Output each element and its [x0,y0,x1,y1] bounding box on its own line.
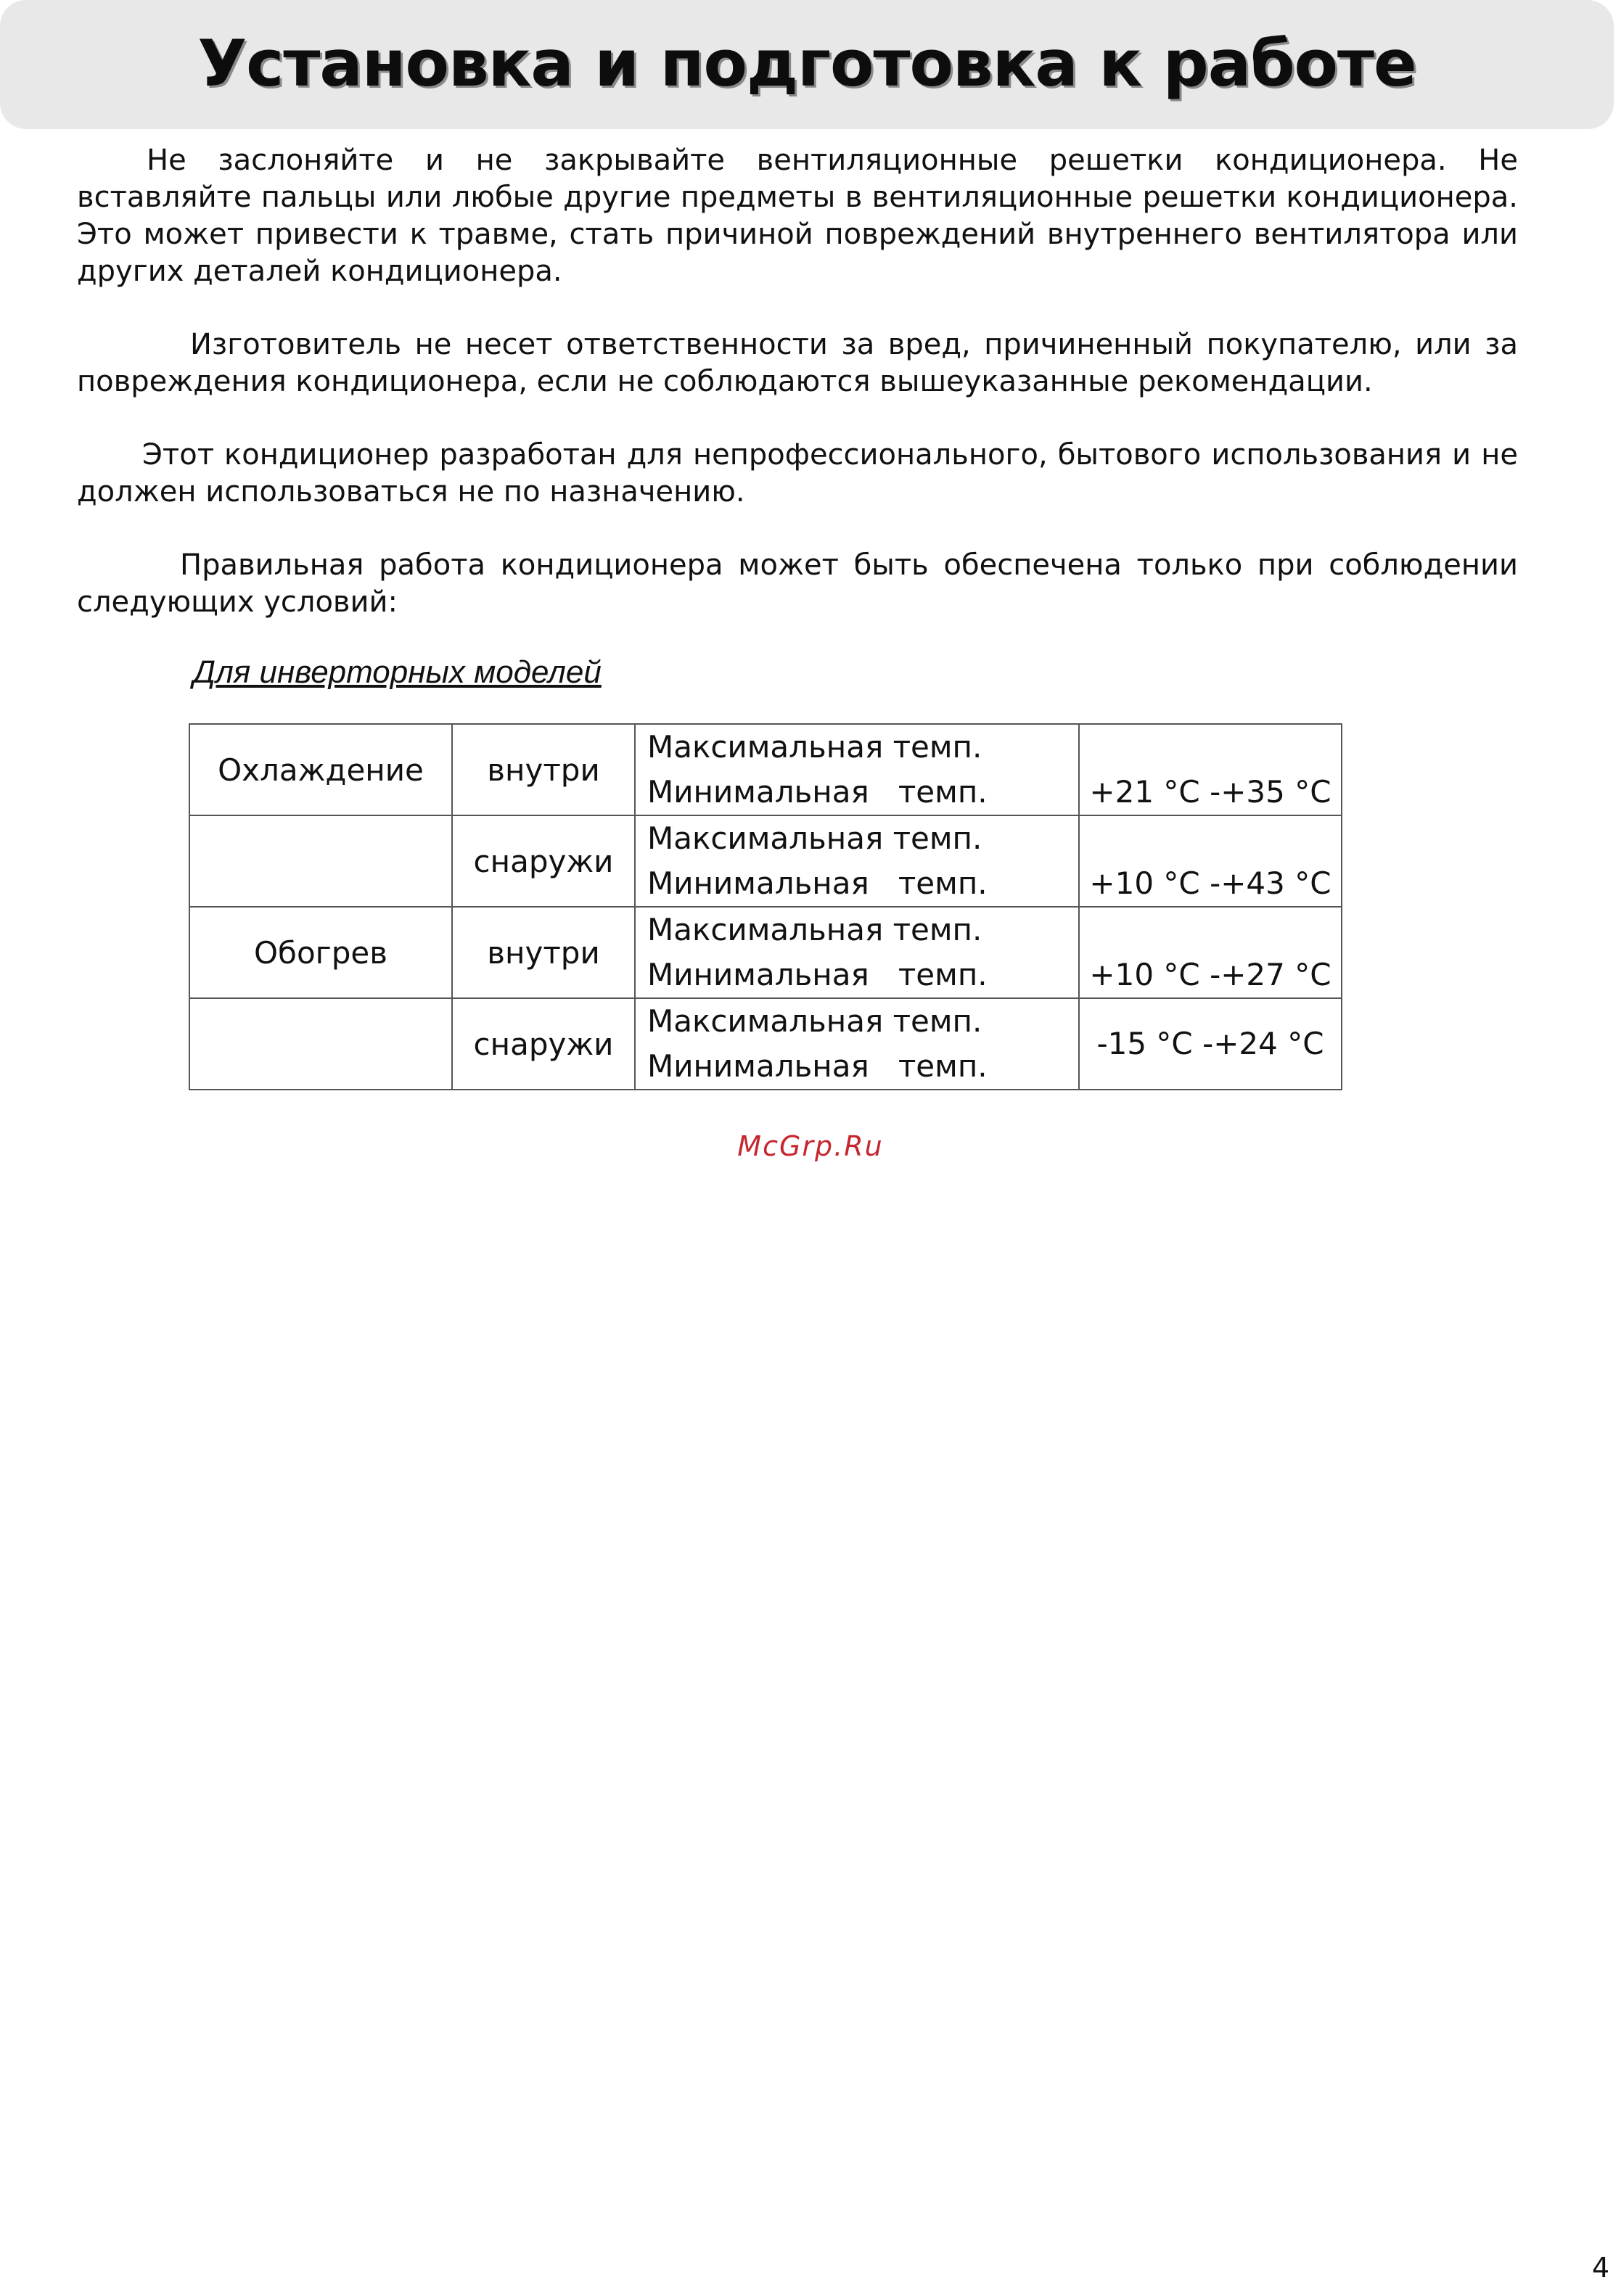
mode-cell [189,998,452,1090]
label-cell [635,815,1079,907]
max-temp-label: Максимальная темп. [647,912,982,947]
inverter-models-subtitle: Для инверторных моделей [193,654,602,690]
range-cell: +10 °C -+27 °C [1079,907,1342,998]
label-cell [635,724,1079,815]
min-temp-label: Минимальная темп. [647,957,988,992]
table-row [189,724,1342,815]
range-cell: +21 °C -+35 °C [1079,724,1342,815]
max-temp-label: Максимальная темп. [647,820,982,856]
range-cell: -15 °C -+24 °C [1079,998,1342,1090]
location-cell: внутри [452,907,635,998]
mode-cell [189,815,452,907]
table-row [189,998,1342,1090]
location-cell: снаружи [452,998,635,1090]
mode-cell: Обогрев [189,907,452,998]
paragraph-conditions: Правильная работа кондиционера может быть обеспечена только при соблюдении следующих условий: [77,548,1518,619]
range-cell: +10 °C -+43 °C [1079,815,1342,907]
min-temp-label: Минимальная темп. [647,1048,988,1084]
min-temp-label: Минимальная темп. [647,774,988,810]
watermark: McGrp.Ru [737,1130,884,1162]
paragraph-household-use: Этот кондиционер разработан для непрофессионального, бытового использования и не должен использоваться не по назначению. [77,438,1518,509]
page-number: 4 [1592,2252,1610,2284]
label-cell [635,907,1079,998]
temperature-range-table [189,723,1342,1090]
max-temp-label: Максимальная темп. [647,1003,982,1039]
location-cell: внутри [452,724,635,815]
table-row [189,815,1342,907]
mode-cell: Охлаждение [189,724,452,815]
paragraph-ventilation-warning: Не заслоняйте и не закрывайте вентиляционные решетки кондиционера. Не вставляйте пальцы или любые другие предметы в вентиляционные решетки кондиционера. Это может привести к травме, стать причиной повреждений внутреннего вентилятора или других деталей кондиционера. [77,144,1518,288]
table-row [189,907,1342,998]
max-temp-label: Максимальная темп. [647,729,982,765]
page-title: Установка и подготовка к работе [197,26,1416,101]
min-temp-label: Минимальная темп. [647,865,988,901]
label-cell [635,998,1079,1090]
location-cell: снаружи [452,815,635,907]
paragraph-liability: Изготовитель не несет ответственности за вред, причиненный покупателю, или за повреждения кондиционера, если не соблюдаются вышеуказанные рекомендации. [77,328,1518,398]
